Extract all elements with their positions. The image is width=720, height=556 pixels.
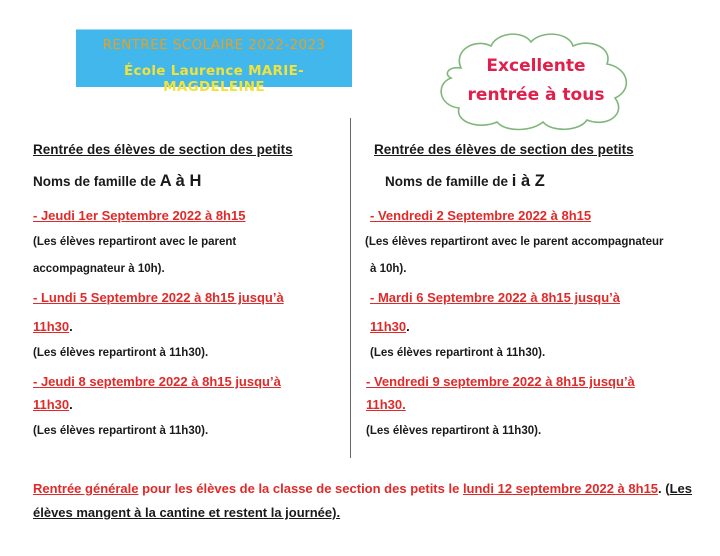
left-note-1b: accompagnateur à 10h).: [33, 263, 165, 275]
cloud-text-rentree: rentrée à tous: [467, 85, 605, 105]
column-divider: [350, 118, 351, 458]
left-note-3: (Les élèves repartiront à 11h30).: [33, 425, 209, 437]
left-names-range: Noms de famille de A à H: [33, 172, 202, 190]
right-date-2a: - Mardi 6 Septembre 2022 à 8h15 jusqu’à: [370, 290, 620, 305]
left-date-2a: - Lundi 5 Septembre 2022 à 8h15 jusqu’à: [33, 290, 284, 305]
left-date-2b: 11h30.: [33, 319, 73, 334]
right-note-3: (Les élèves repartiront à 11h30).: [366, 425, 542, 437]
right-note-1b: à 10h).: [370, 263, 407, 275]
left-note-2: (Les élèves repartiront à 11h30).: [33, 347, 209, 359]
left-date-3a: - Jeudi 8 septembre 2022 à 8h15 jusqu’à: [33, 374, 281, 389]
left-section-title: Rentrée des élèves de section des petits: [33, 142, 293, 157]
right-date-3b: 11h30.: [366, 397, 406, 412]
right-section-title: Rentrée des élèves de section des petits: [374, 142, 634, 157]
general-rentree-notice: Rentrée générale pour les élèves de la classe de section des petits le lundi 12 septembre 2022 à 8h15. (Les élèves mangent à la cantine et restent la journée).: [33, 481, 693, 520]
right-date-1: - Vendredi 2 Septembre 2022 à 8h15: [370, 208, 592, 223]
school-name: École Laurence MARIE-MAGDELEINE: [123, 63, 304, 95]
right-date-2b: 11h30.: [370, 319, 410, 334]
left-date-1: - Jeudi 1er Septembre 2022 à 8h15: [33, 208, 246, 223]
right-names-range: Noms de famille de i à Z: [385, 172, 545, 190]
school-year-title: RENTREE SCOLAIRE 2022-2023: [102, 37, 326, 53]
cloud-shape: [431, 28, 639, 132]
cloud-text-excellente: Excellente: [486, 56, 586, 76]
left-date-3b: 11h30.: [33, 397, 73, 412]
right-date-3a: - Vendredi 9 septembre 2022 à 8h15 jusqu’à: [366, 374, 635, 389]
right-note-1a: (Les élèves repartiront avec le parent accompagnateur: [365, 236, 664, 248]
right-note-2: (Les élèves repartiront à 11h30).: [370, 347, 546, 359]
school-title-box: [76, 29, 352, 95]
left-note-1a: (Les élèves repartiront avec le parent: [33, 236, 237, 248]
